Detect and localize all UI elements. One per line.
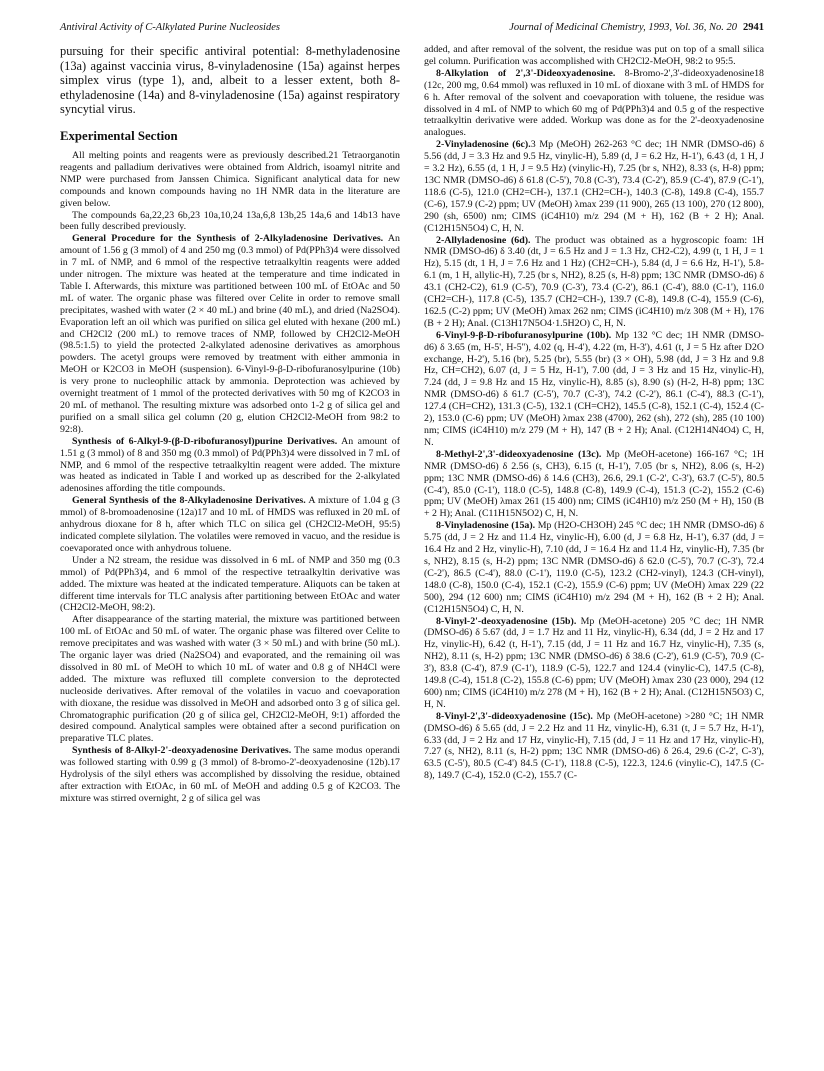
paragraph-body: A mixture of 1.04 g (3 mmol) of 8-bromoadenosine (12a)17 and 10 mL of HMDS was refluxed in 20 mL of anhydrous dioxane for 8 h, after which TLC on silica gel (CH2Cl2-MeOH, 95:5) indicated complete silylation. The volatiles were removed in vacuo, and the residue is coevaporated once with anhydrous toluene. <box>60 495 400 554</box>
run-in-heading: Synthesis of 8-Alkyl-2'-deoxyadenosine Derivatives. <box>72 745 292 757</box>
paragraph <box>424 68 764 139</box>
left-column <box>60 44 400 1054</box>
compound-name: 8-Vinyl-2'-deoxyadenosine (15b). <box>436 615 577 627</box>
page-number: 2941 <box>743 22 764 33</box>
paragraph: The compounds 6a,22,23 6b,23 10a,10,24 13a,6,8 13b,25 14a,6 and 14b13 have been fully described previously. <box>60 209 400 233</box>
paragraph: After disappearance of the starting material, the mixture was partitioned between 100 mL of EtOAc and 50 mL of water. The organic phase was filtered over Celite to remove precipitates and was washed with water (3 × 50 mL) and with brine (50 mL). The organic layer was dried (Na2SO4) and evaporated, and the remaining oil was dissolved in 80 mL of MeOH to which 10 mL of water and 0.8 g of NH4Cl were added. The mixture was refluxed till complete conversion to the deprotected nucleoside derivatives. After removal of the volatiles in vacuo and coevaporation with dioxane, the residue was dissolved in MeOH and adsorbed onto 3 g of silica gel. Chromatographic purification (20 g of silica gel, CH2Cl2-MeOH, 9:1) afforded the desired compound. Analytical samples were obtained after a second purification on preparative TLC plates. <box>60 614 400 745</box>
paragraph-body: An amount of 1.56 g (3 mmol) of 4 and 250 mg (0.3 mmol) of Pd(PPh3)4 were dissolved in 7 mL of NMP, and 6 mmol of the respective tetraalkyltin reagents were added under nitrogen. The mixture was heated at the temperature and time indicated in Table I. Afterwards, this mixture was partitioned between 100 mL of EtOAc and 50 mL of water. The organic phase was filtered over Celite in order to remove small precipitates, washed with water (2 × 40 mL) and brine (40 mL), and dried (Na2SO4). Evaporation left an oil which was purified on silica gel eluted with hexane (200 mL) and CH2Cl2 (200 mL) to remove traces of NMP, followed by CH2Cl2-MeOH (98.5:1.5) to yield the protected 2-alkylated adenosine derivatives as amorphous powders. The acetyl groups were removed by treatment with either ammonia in MeOH or K2CO3 in MeOH (suspension). 6-Vinyl-9-β-D-ribofuranosylpurine (10b) is very prone to nucleophilic attack by ammonia. Deprotection was achieved by overnight treatment of 1 mmol of the protected derivatives with 50 mg of K2CO3 in 20 mL of methanol. The resulting mixture was adsorbed onto 1-2 g of silica gel and purified on a small silica gel column (20 g, elution CH2Cl2-MeOH from 98:2 to 92:8). <box>60 233 400 435</box>
compound-data: Mp (MeOH-acetone) 205 °C dec; 1H NMR (DMSO-d6) δ 5.67 (dd, J = 1.7 Hz and 11 Hz, vinylic-H), 6.34 (dd, J = 2 Hz and 17 Hz, vinylic-H), 6.42 (t, H-1'), 7.15 (dd, J = 11 Hz and 16.7 Hz, vinylic-H), 7.35 (s, NH2), 8.11 (s, H-2) ppm; 13C NMR (DMSO-d6) δ 38.6 (C-2'), 61.9 (C-5'), 70.9 (C-3'), 83.8 (C-4'), 87.9 (C-1'), 118.9 (C-5), 122.7 and 124.4 (vinylic-C), 147.5 (C-8), 149.8 (C-4), 151.8 (C-2), 155.8 (C-6) ppm; UV (MeOH) λmax 230 (23 000), 294 (12 600) nm; CIMS (iC4H10) m/z 278 (M + H), 162 (B + 2 H); Anal. (C12H15N5O3) C, H, N. <box>424 615 764 710</box>
section-heading: Experimental Section <box>60 128 178 143</box>
running-header <box>60 22 764 36</box>
paragraph <box>60 745 400 805</box>
compound-entry <box>424 616 764 711</box>
compound-data: The product was obtained as a hygroscopic foam: 1H NMR (DMSO-d6) δ 3.40 (dt, J = 6.5 Hz and J = 1.3 Hz, CH2-C2), 4.99 (t, 1 H, J = 1 Hz), 5.15 (dt, 1 H, J = 7.6 Hz and 1 Hz) (CH2=CH-), 5.84 (d, J = 6.6 Hz, H-1'), 5.8-6.1 (m, 1 H, allylic-H), 7.25 (br s, NH2), 8.25 (s, H-8) ppm; 13C NMR (DMSO-d6) δ 43.1 (CH2-C2), 61.9 (C-5'), 70.9 (C-3'), 73.4 (C-2'), 86.1 (C-4'), 88.0 (C-1'), 116.0 (CH2=CH-), 117.8 (C-5), 135.7 (CH2=CH-), 139.7 (C-8), 149.8 (C-4), 155.9 (C-6), 162.5 (C-2) ppm; UV (MeOH) λmax 262 nm; CIMS (iC4H10) m/z 308 (M + H), 176 (B + 2 H); Anal. (C13H17N5O4·1.5H2O) C, H, N. <box>424 234 764 329</box>
compound-data: Mp (MeOH-acetone) >280 °C; 1H NMR (DMSO-d6) δ 5.65 (dd, J = 2.2 Hz and 11 Hz, vinylic-H), 6.31 (t, J = 5.7 Hz, H-1'), 6.33 (dd, J = 2 Hz and 17 Hz, vinylic-H), 7.15 (dd, J = 11 Hz and 17 Hz, vinylic-H), 7.27 (s, NH2), 8.11 (s, H-2) ppm; 13C NMR (DMSO-d6) δ 26.4, 29.6 (C-2', C-3'), 63.5 (C-5'), 80.5 (C-4') 84.5 (C-1'), 118.8 (C-5), 122.3, 124.6 (vinylic-C), 147.5 (C-8), 149.7 (C-4), 152.0 (C-2), 155.7 (C- <box>424 710 764 782</box>
intro-paragraph: pursuing for their specific antiviral potential: 8-methyladenosine (13a) against vaccinia virus, 8-vinyladenosine (15a) against herpes simplex virus (type 1), and, albeit to a lesser extent, both 8-ethyladenosine (14a) and 8-vinyladenosine (15a) against respiratory syncytial virus. <box>60 44 400 117</box>
paragraph-body: An amount of 1.51 g (3 mmol) of 8 and 350 mg (0.3 mmol) of Pd(PPh3)4 were dissolved in 7 mL of NMP, and 6 mmol of the respective tetraalkyltin reagent were added. The mixture was heated as indicated in Table I and worked up as described for the 2-alkylated adenosines affording the title compounds. <box>60 435 400 495</box>
right-column <box>424 44 764 1054</box>
run-in-heading: General Synthesis of the 8-Alkyladenosine Derivatives. <box>72 495 306 507</box>
compound-entry <box>424 520 764 615</box>
run-in-heading: General Procedure for the Synthesis of 2-Alkyladenosine Derivatives. <box>72 233 384 245</box>
compound-data: Mp (H2O-CH3OH) 245 °C dec; 1H NMR (DMSO-d6) δ 5.75 (dd, J = 2 Hz and 11.4 Hz, vinylic-H), 6.00 (d, J = 6.8 Hz, H-1'), 6.37 (dd, J = 16.4 Hz and 2 Hz, vinylic-H), 7.10 (dd, J = 16.4 Hz and 11.4 Hz, vinylic-H), 7.35 (br s, NH2), 8.15 (s, H-2) ppm; 13C NMR (DMSO-d6) δ 62.0 (C-5'), 70.7 (C-3'), 72.4 (C-2'), 86.5 (C-4'), 88.0 (C-1'), 119.0 (C-5), 123.2 (CH2-vinyl), 124.3 (CH-vinyl), 148.0 (C-8), 150.0 (C-4), 152.1 (C-2), 155.9 (C-6) ppm; UV (MeOH) λmax 229 (22 500), 294 (12 600) nm; CIMS (iC4H10) m/z 294 (M + H), 162 (B + 2 H); Anal. (C12H15N5O4) C, H, N. <box>424 520 764 615</box>
compound-entry <box>424 235 764 330</box>
compound-data: 3 Mp (MeOH) 262-263 °C dec; 1H NMR (DMSO-d6) δ 5.56 (dd, J = 3.3 Hz and 9.5 Hz, vinylic-H), 5.89 (d, J = 6.2 Hz, H-1'), 6.43 (d, 1 H, J = 3.2 Hz), 6.55 (d, 1 H, J = 9.5 Hz) (vinylic-H), 7.25 (br s, NH2), 8.33 (s, H-8) ppm; 13C NMR (DMSO-d6) δ 61.8 (C-5'), 70.8 (C-3'), 73.4 (C-2'), 85.9 (C-4'), 87.9 (C-1'), 118.6 (C-5), 121.0 (CH2=CH-), 137.1 (CH2=CH-), 140.3 (C-8), 149.8 (C-4), 155.7 (C-6), 157.9 (C-2) ppm; UV (MeOH) λmax 239 (11 900), 265 (13 100), 270 (12 800), 290 (sh, 6500) nm; CIMS (iC4H10) m/z 294 (M + H), 162 (B + 2 H); Anal. (C12H15N5O4) C, H, N. <box>424 139 764 234</box>
compound-name: 8-Vinyladenosine (15a). <box>436 520 536 532</box>
compound-name: 8-Methyl-2',3'-dideoxyadenosine (13c). <box>436 448 602 460</box>
run-in-heading: 8-Alkylation of 2',3'-Dideoxyadenosine. <box>436 67 616 79</box>
compound-name: 8-Vinyl-2',3'-dideoxyadenosine (15c). <box>436 710 593 722</box>
paragraph <box>60 436 400 496</box>
paragraph <box>60 233 400 435</box>
journal-citation <box>509 22 764 33</box>
paragraph-body: The same modus operandi was followed starting with 0.99 g (3 mmol) of 8-bromo-2'-deoxyadenosine (12b).17 Hydrolysis of the silyl ethers was accomplished by dissolving the residue, obtained after extraction with EtOAc, in 60 mL of MeOH and adding 0.5 g of K2CO3. The mixture was stirred overnight, 2 g of silica gel was <box>60 745 400 804</box>
paragraph <box>60 495 400 555</box>
paragraph: added, and after removal of the solvent, the residue was put on top of a small silica gel column. Purification was accomplished with CH2Cl2-MeOH, 98:2 to 95:5. <box>424 44 764 67</box>
paragraph-body: 8-Bromo-2',3'-dideoxyadenosine18 (12c, 200 mg, 0.64 mmol) was refluxed in 10 mL of dioxane with 3 mL of HMDS for 6 h. After removal of the solvent and coevaporation with toluene, the residue was dissolved in 4 mL of NMP to which 60 mg of Pd(PPh3)4 and 0.5 g of the respective tetraalkyltin derivative were added. Workup was done as for the 2'-deoxyadenosine analogues. <box>424 67 764 139</box>
compound-entry <box>424 711 764 782</box>
run-in-heading: Synthesis of 6-Alkyl-9-(β-D-ribofuranosyl)purine Derivatives. <box>72 435 338 447</box>
compound-entry <box>424 139 764 234</box>
paragraph: Under a N2 stream, the residue was dissolved in 6 mL of NMP and 350 mg (0.3 mmol) of Pd(PPh3)4, and 6 mmol of the respective tetraalkyltin derivative was added. The mixture was heated at the indicated temperature. Aliquots can be taken at different time intervals for TLC analysis after partitioning between EtOAc and water (CH2Cl2-MeOH, 98:2). <box>60 554 400 614</box>
compound-entry <box>424 449 764 520</box>
compound-name: 6-Vinyl-9-β-D-ribofuranosylpurine (10b). <box>436 329 612 341</box>
compound-entry <box>424 330 764 449</box>
journal-name: Journal of Medicinal Chemistry, 1993, Vol. 36, No. 20 <box>509 22 737 33</box>
compound-name: 2-Allyladenosine (6d). <box>436 234 531 246</box>
running-title: Antiviral Activity of C-Alkylated Purine Nucleosides <box>60 22 280 33</box>
compound-data: Mp (MeOH-acetone) 166-167 °C; 1H NMR (DMSO-d6) δ 2.56 (s, CH3), 6.15 (t, H-1'), 7.05 (br s, NH2), 8.06 (s, H-2) ppm; 13C NMR (DMSO-d6) δ 14.6 (CH3), 26.6, 29.1 (C-2', C-3'), 63.7 (C-5'), 80.5 (C-4'), 85.0 (C-1'), 118.0 (C-5), 148.8 (C-8), 149.9 (C-4), 151.3 (C-2), 155.2 (C-6) ppm; UV (MeOH) λmax 261 (15 400) nm; CIMS (iC4H10) m/z 250 (M + H), 150 (B + 2 H); Anal. (C11H15N5O2) C, H, N. <box>424 448 764 520</box>
compound-data: Mp 132 °C dec; 1H NMR (DMSO-d6) δ 3.65 (m, H-5', H-5''), 4.02 (q, H-4'), 4.22 (m, H-3'), 4.61 (t, J = 5 Hz after D2O exchange, H-2'), 5.16 (br), 5.25 (br), 5.55 (br) (3 × OH), 5.98 (dd, J = 3 Hz and 9.8 Hz, CH=CH2), 6.07 (d, J = 5 Hz, H-1'), 7.00 (dd, J = 3 Hz and 15 Hz, vinylic-H), 7.24 (dd, J = 9.8 Hz and 15 Hz, vinylic-H), 8.85 (s), 8.90 (s) (H-2, H-8) ppm; 13C NMR (DMSO-d6) δ 61.7 (C-5'), 70.7 (C-3'), 74.2 (C-2'), 86.1 (C-4'), 88.3 (C-1'), 127.4 (CH=CH2), 131.3 (C-5), 132.1 (CH=CH2), 145.5 (C-8), 152.1 (C-4), 152.4 (C-2), 153.0 (C-6) ppm; UV (MeOH) λmax 238 (4700), 262 (sh), 272 (sh), 285 (10 100) nm; CIMS (iC4H10) m/z 279 (M + H), 147 (B + 2 H); Anal. (C12H14N4O4) C, H, N. <box>424 329 764 448</box>
compound-name: 2-Vinyladenosine (6c). <box>436 139 531 151</box>
paragraph: All melting points and reagents were as previously described.21 Tetraorganotin reagents and palladium derivatives were obtained from Aldrich, isoamyl nitrite and NMP were purchased from Janssen Chimica. Significant analytical data for new compounds and known compounds having no 1H NMR data in the literature are given below. <box>60 149 400 209</box>
